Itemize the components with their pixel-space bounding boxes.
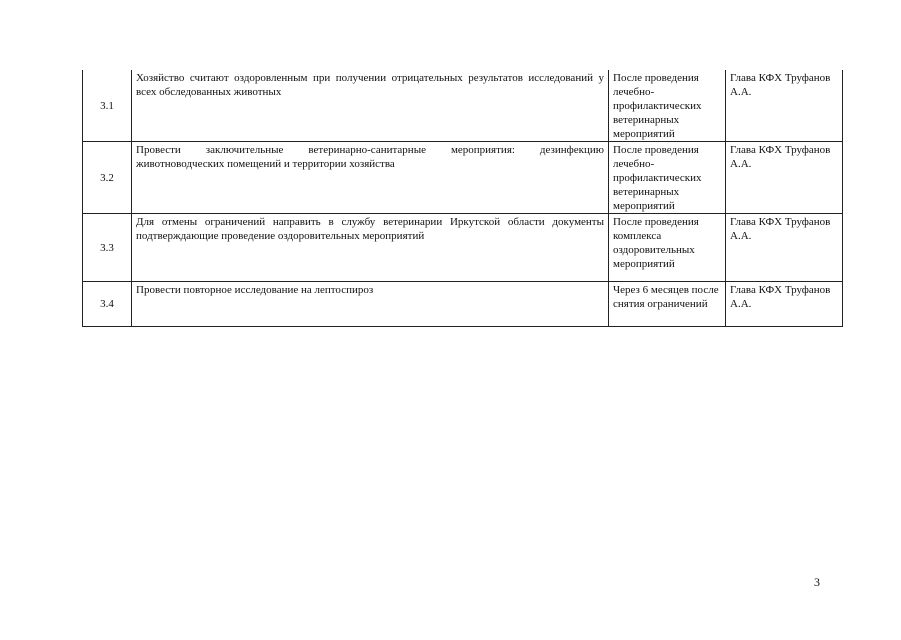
row-term: После проведения лечебно-профилактических ветеринарных мероприятий — [609, 142, 726, 214]
table-row — [83, 214, 843, 282]
row-description: Хозяйство считают оздоровленным при получении отрицательных результатов исследований у всех обследованных животных — [132, 70, 609, 142]
row-term: После проведения лечебно-профилактических ветеринарных мероприятий — [609, 70, 726, 142]
row-description: Провести заключительные ветеринарно-санитарные мероприятия: дезинфекцию животноводческих помещений и территории хозяйства — [132, 142, 609, 214]
row-term: Через 6 месяцев после снятия ограничений — [609, 282, 726, 327]
table-row — [83, 70, 843, 142]
row-number: 3.4 — [83, 282, 132, 327]
page-number: 3 — [814, 575, 820, 589]
table-row — [83, 282, 843, 327]
row-responsible: Глава КФХ Труфанов А.А. — [726, 214, 843, 282]
row-description: Провести повторное исследование на лептоспироз — [132, 282, 609, 327]
row-description: Для отмены ограничений направить в службу ветеринарии Иркутской области документы подтверждающие проведение оздоровительных мероприятий — [132, 214, 609, 282]
measures-table — [82, 70, 843, 327]
table-row — [83, 142, 843, 214]
row-responsible: Глава КФХ Труфанов А.А. — [726, 142, 843, 214]
row-responsible: Глава КФХ Труфанов А.А. — [726, 70, 843, 142]
row-number: 3.3 — [83, 214, 132, 282]
row-number: 3.1 — [83, 70, 132, 142]
row-term: После проведения комплекса оздоровительных мероприятий — [609, 214, 726, 282]
row-number: 3.2 — [83, 142, 132, 214]
row-responsible: Глава КФХ Труфанов А.А. — [726, 282, 843, 327]
